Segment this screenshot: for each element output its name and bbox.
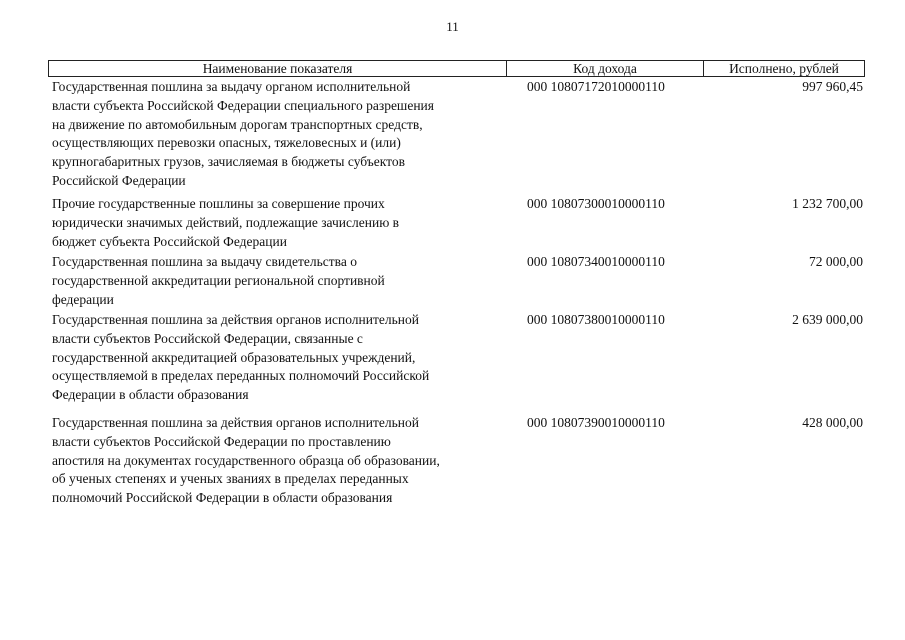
executed-amount: 1 232 700,00 bbox=[792, 196, 863, 211]
indicator-name-line: Федерации в области образования bbox=[52, 387, 249, 403]
indicator-name-line: Государственная пошлина за выдачу свидетельства о bbox=[52, 254, 357, 269]
indicator-name-line: государственной аккредитацией образовательных учреждений, bbox=[52, 349, 416, 365]
indicator-name-line: бюджет субъекта Российской Федерации bbox=[52, 233, 287, 249]
indicator-name-line: власти субъекта Российской Федерации специального разрешения bbox=[52, 97, 434, 113]
indicator-name-line: Государственная пошлина за действия органов исполнительной bbox=[52, 415, 419, 430]
indicator-name-line: Российской Федерации bbox=[52, 172, 186, 188]
indicator-name-line: власти субъектов Российской Федерации по проставлению bbox=[52, 433, 391, 449]
revenue-table bbox=[48, 60, 865, 506]
executed-amount: 72 000,00 bbox=[809, 254, 863, 269]
indicator-name-line: осуществляемой в пределах переданных полномочий Российской bbox=[52, 368, 430, 384]
indicator-name-line: на движение по автомобильным дорогам транспортных средств, bbox=[52, 116, 423, 132]
indicator-name-line: полномочий Российской Федерации в области образования bbox=[52, 490, 393, 506]
indicator-name-line: государственной аккредитации региональной спортивной bbox=[52, 272, 385, 288]
revenue-code: 000 10807172010000110 bbox=[527, 79, 665, 94]
table-header bbox=[48, 60, 865, 77]
revenue-code: 000 10807390010000110 bbox=[527, 415, 665, 430]
revenue-code: 000 10807340010000110 bbox=[527, 254, 665, 269]
indicator-name-line: апостиля на документах государственного образца об образовании, bbox=[52, 452, 440, 468]
indicator-name-line: крупногабаритных грузов, зачисляемая в бюджеты субъектов bbox=[52, 154, 405, 170]
indicator-name-line: федерации bbox=[52, 291, 114, 307]
indicator-name bbox=[52, 78, 512, 191]
indicator-name-line: Государственная пошлина за выдачу органом исполнительной bbox=[52, 79, 411, 94]
indicator-name-line: Государственная пошлина за действия органов исполнительной bbox=[52, 312, 419, 327]
header-executed-amount: Исполнено, рублей bbox=[729, 61, 839, 76]
indicator-name-line: об ученых степенях и ученых званиях в пределах переданных bbox=[52, 471, 409, 487]
indicator-name bbox=[52, 311, 512, 405]
executed-amount: 997 960,45 bbox=[802, 79, 863, 94]
indicator-name-line: Прочие государственные пошлины за совершение прочих bbox=[52, 196, 385, 211]
indicator-name bbox=[52, 414, 512, 508]
revenue-code: 000 10807380010000110 bbox=[527, 312, 665, 327]
indicator-name bbox=[52, 253, 512, 309]
page-number: 11 bbox=[446, 19, 459, 34]
revenue-code: 000 10807300010000110 bbox=[527, 196, 665, 211]
executed-amount: 2 639 000,00 bbox=[792, 312, 863, 327]
executed-amount: 428 000,00 bbox=[802, 415, 863, 430]
indicator-name bbox=[52, 195, 512, 251]
indicator-name-line: власти субъектов Российской Федерации, связанные с bbox=[52, 330, 363, 346]
indicator-name-line: юридически значимых действий, подлежащие зачислению в bbox=[52, 214, 400, 230]
indicator-name-line: осуществляющих перевозки опасных, тяжеловесных и (или) bbox=[52, 135, 401, 151]
header-indicator-name: Наименование показателя bbox=[49, 61, 507, 76]
header-revenue-code: Код дохода bbox=[507, 61, 704, 76]
